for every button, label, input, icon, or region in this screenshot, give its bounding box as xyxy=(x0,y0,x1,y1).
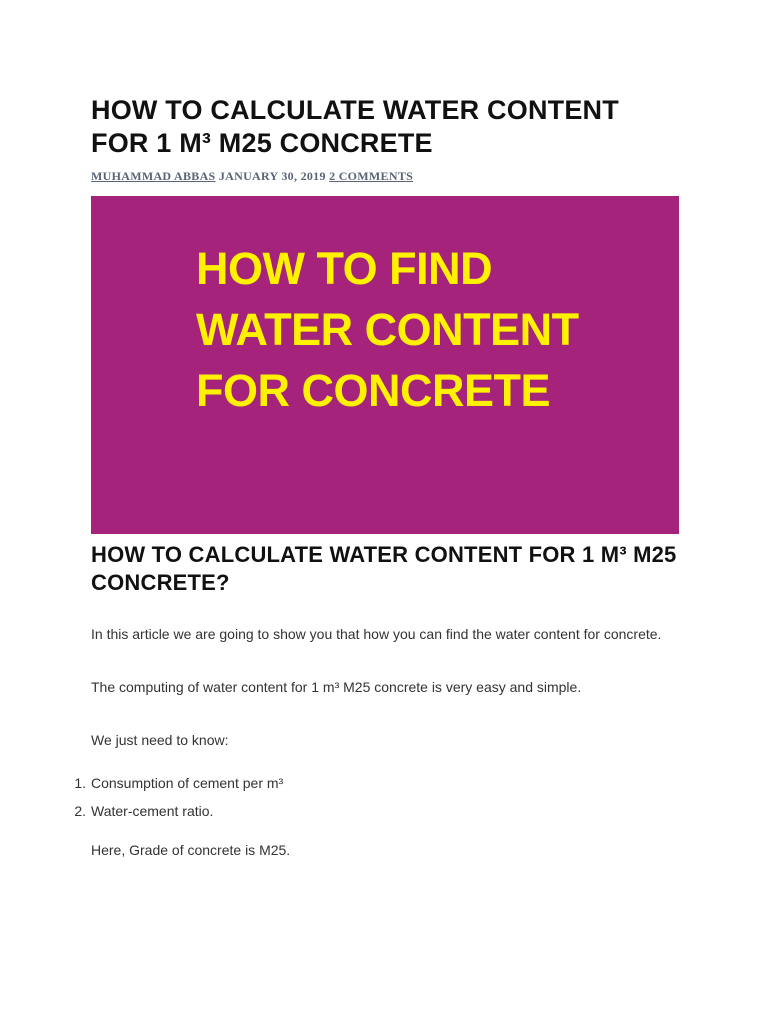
closing-paragraph: Here, Grade of concrete is M25. xyxy=(91,842,291,858)
body-paragraph: The computing of water content for 1 m³ M25 concrete is very easy and simple. xyxy=(91,679,582,695)
list-item xyxy=(74,769,681,797)
publish-date: JANUARY 30, 2019 xyxy=(218,169,326,183)
article-meta xyxy=(91,169,681,184)
article xyxy=(74,94,681,864)
banner-line: HOW TO FIND xyxy=(196,243,493,294)
list-item xyxy=(74,797,681,825)
banner-line: FOR CONCRETE xyxy=(196,365,550,416)
list-item-text: Water-cement ratio. xyxy=(91,803,214,819)
list-item-text: Consumption of cement per m³ xyxy=(91,775,284,791)
list-number: 2. xyxy=(74,803,86,819)
featured-banner-image xyxy=(91,196,679,534)
comments-link[interactable]: 2 COMMENTS xyxy=(329,169,414,183)
banner-line: WATER CONTENT xyxy=(196,304,579,355)
intro-paragraph: In this article we are going to show you that how you can find the water content for concrete. xyxy=(91,626,662,642)
article-title: HOW TO CALCULATE WATER CONTENT FOR 1 M³ M25 CONCRETE xyxy=(91,95,619,158)
list-number: 1. xyxy=(74,775,86,791)
requirements-list xyxy=(74,769,681,825)
body-paragraph: We just need to know: xyxy=(91,732,229,748)
author-link[interactable]: MUHAMMAD ABBAS xyxy=(91,169,216,183)
section-heading: HOW TO CALCULATE WATER CONTENT FOR 1 M³ M25 CONCRETE? xyxy=(91,542,677,595)
banner-text xyxy=(196,238,579,421)
